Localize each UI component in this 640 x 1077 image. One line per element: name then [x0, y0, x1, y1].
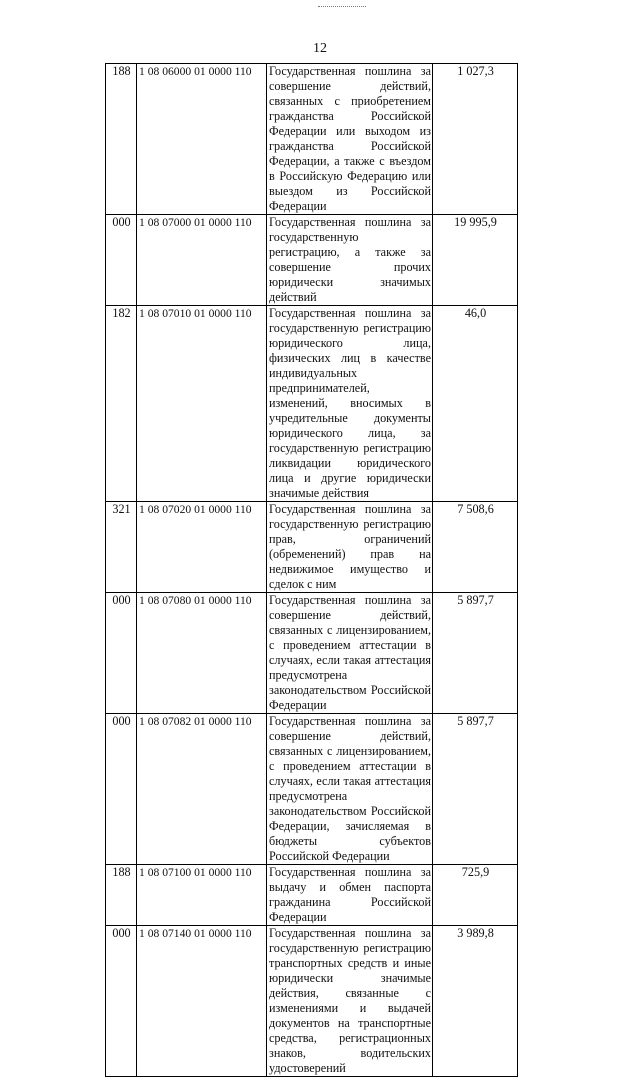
admin-code-cell: 188 [106, 64, 137, 215]
page-number: 12 [313, 41, 327, 56]
amount-cell: 7 508,6 [433, 502, 518, 593]
admin-code-cell: 000 [106, 714, 137, 865]
kbk-code-cell: 1 08 07020 01 0000 110 [137, 502, 267, 593]
amount-cell: 3 989,8 [433, 926, 518, 1077]
revenue-name-cell: Государственная пошлина за совершение действий, связанных с лицензированием, с проведением аттестации в случаях, если такая аттестация предусмотрена законодательством Российской Федерации [267, 593, 433, 714]
revenue-name-cell: Государственная пошлина за государственную регистрацию, а также за совершение прочих юридически значимых действий [267, 215, 433, 306]
table-row [106, 64, 518, 215]
admin-code-cell: 188 [106, 865, 137, 926]
revenue-name-cell: Государственная пошлина за государственную регистрацию прав, ограничений (обременений) прав на недвижимое имущество и сделок с ним [267, 502, 433, 593]
amount-cell: 5 897,7 [433, 714, 518, 865]
admin-code-cell: 000 [106, 593, 137, 714]
admin-code-cell: 000 [106, 926, 137, 1077]
table-row [106, 926, 518, 1077]
amount-cell: 725,9 [433, 865, 518, 926]
revenue-name-cell: Государственная пошлина за государственную регистрацию транспортных средств и иные юридически значимые действия, связанные с изменениями и выдачей документов на транспортные средства, регистрационных знаков, водительских удостоверений [267, 926, 433, 1077]
revenue-name-cell: Государственная пошлина за выдачу и обмен паспорта гражданина Российской Федерации [267, 865, 433, 926]
revenue-name-cell: Государственная пошлина за государственную регистрацию юридического лица, физических лиц в качестве индивидуальных предпринимателей, изменений, вносимых в учредительные документы юридического лица, за государственную регистрацию ликвидации юридического лица и другие юридически значимые действия [267, 306, 433, 502]
revenue-name-cell: Государственная пошлина за совершение действий, связанных с приобретением гражданства Российской Федерации или выходом из гражданства Российской Федерации, а также с въездом в Российскую Федерацию или выездом из Российской Федерации [267, 64, 433, 215]
table-row [106, 502, 518, 593]
kbk-code-cell: 1 08 07140 01 0000 110 [137, 926, 267, 1077]
scan-artifact-mark [318, 6, 366, 11]
kbk-code-cell: 1 08 07010 01 0000 110 [137, 306, 267, 502]
amount-cell: 19 995,9 [433, 215, 518, 306]
revenue-name-cell: Государственная пошлина за совершение действий, связанных с лицензированием, с проведением аттестации в случаях, если такая аттестация предусмотрена законодательством Российской Федерации, зачисляемая в бюджеты субъектов Российской Федерации [267, 714, 433, 865]
admin-code-cell: 000 [106, 215, 137, 306]
table-row [106, 714, 518, 865]
kbk-code-cell: 1 08 06000 01 0000 110 [137, 64, 267, 215]
kbk-code-cell: 1 08 07080 01 0000 110 [137, 593, 267, 714]
amount-cell: 5 897,7 [433, 593, 518, 714]
table-row [106, 593, 518, 714]
table-row [106, 865, 518, 926]
table-row [106, 306, 518, 502]
kbk-code-cell: 1 08 07082 01 0000 110 [137, 714, 267, 865]
table-row [106, 215, 518, 306]
kbk-code-cell: 1 08 07100 01 0000 110 [137, 865, 267, 926]
kbk-code-cell: 1 08 07000 01 0000 110 [137, 215, 267, 306]
admin-code-cell: 182 [106, 306, 137, 502]
amount-cell: 1 027,3 [433, 64, 518, 215]
revenue-table [105, 63, 518, 1077]
amount-cell: 46,0 [433, 306, 518, 502]
admin-code-cell: 321 [106, 502, 137, 593]
